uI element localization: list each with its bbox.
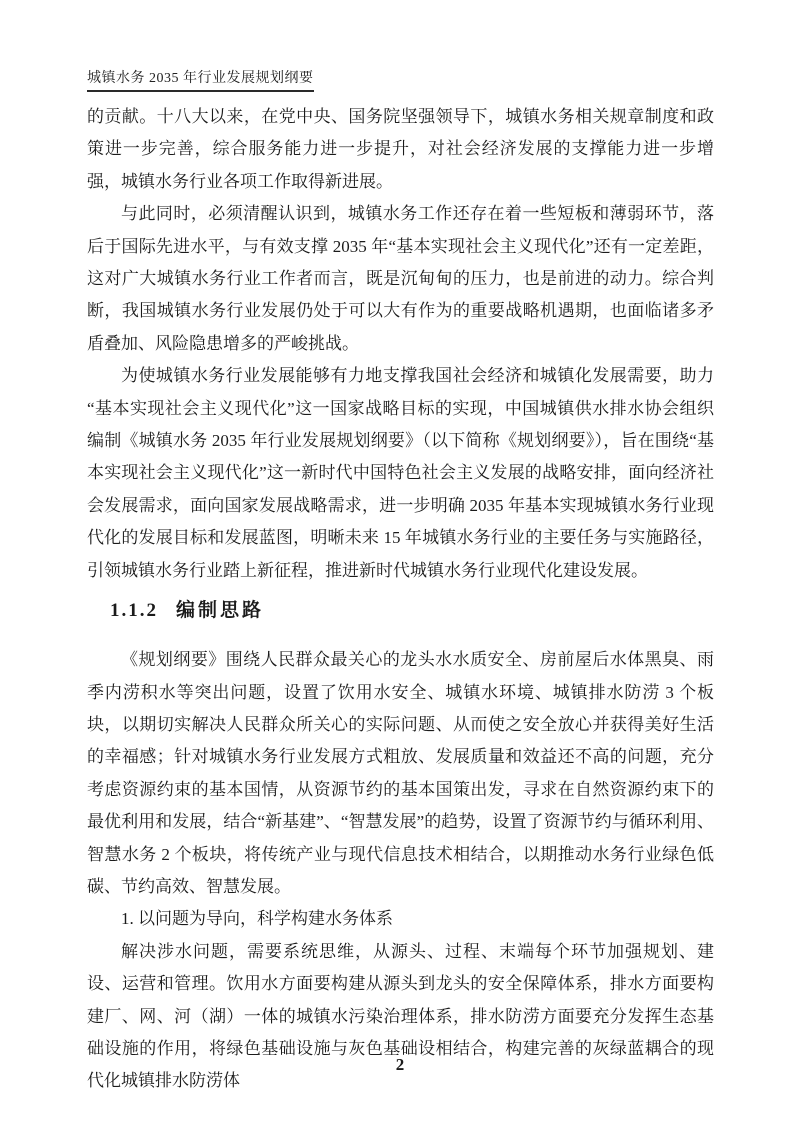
section-heading [87,596,714,626]
paragraph: 与此同时，必须清醒认识到，城镇水务工作还存在着一些短板和薄弱环节，落后于国际先进水平，与有效支撑 2035 年“基本实现社会主义现代化”还有一定差距，这对广大城镇水务行业工作者而言，既是沉甸甸的压力，也是前进的动力。综合判断，我国城镇水务行业发展仍处于可以大有作为的重要战略机遇期，也面临诸多矛盾叠加、风险隐患增多的严峻挑战。 [87,204,714,353]
running-header-title: 城镇水务 2035 年行业发展规划纲要 [87,70,314,92]
paragraph: 为使城镇水务行业发展能够有力地支撑我国社会经济和城镇化发展需要，助力“基本实现社会主义现代化”这一国家战略目标的实现，中国城镇供水排水协会组织编制《城镇水务 2035 年行业发展规划纲要》（以下简称《规划纲要》），旨在围绕“基本实现社会主义现代化”这一新时代中国特色社会主义发展的战略安排，面向经济社会发展需求，面向国家发展战略需求，进一步明确 2035 年基本实现城镇水务行业现代化的发展目标和发展蓝图，明晰未来 15 年城镇水务行业的主要任务与实施路径，引领城镇水务行业踏上新征程，推进新时代城镇水务行业现代化建设发展。 [87,366,714,580]
paragraph: 的贡献。十八大以来，在党中央、国务院坚强领导下，城镇水务相关规章制度和政策进一步完善，综合服务能力进一步提升，对社会经济发展的支撑能力进一步增强，城镇水务行业各项工作取得新进展。 [87,107,714,191]
page-number: 2 [395,1055,405,1074]
paragraph: 《规划纲要》围绕人民群众最关心的龙头水水质安全、房前屋后水体黑臭、雨季内涝积水等突出问题，设置了饮用水安全、城镇水环境、城镇排水防涝 3 个板块，以期切实解决人民群众所关心的实际问题、从而使之安全放心并获得美好生活的幸福感；针对城镇水务行业发展方式粗放、发展质量和效益还不高的问题，充分考虑资源约束的基本国情，从资源节约的基本国策出发，寻求在自然资源约束下的最优利用和发展，结合“新基建”、“智慧发展”的趋势，设置了资源节约与循环利用、智慧水务 2 个板块，将传统产业与现代信息技术相结合，以期推动水务行业绿色低碳、节约高效、智慧发展。 [87,650,714,896]
document-body [87,101,714,1098]
section-heading-number: 1.1.2 [110,600,158,622]
list-item: 1. 以问题为导向，科学构建水务体系 [121,909,393,929]
section-heading-title: 编制思路 [176,600,265,622]
paragraph: 解决涉水问题，需要系统思维，从源头、过程、末端每个环节加强规划、建设、运营和管理。饮用水方面要构建从源头到龙头的安全保障体系，排水方面要构建厂、网、河（湖）一体的城镇水污染治理体系，排水防涝方面要充分发挥生态基础设施的作用，将绿色基础设施与灰色基础设相结合，构建完善的灰绿蓝耦合的现代化城镇排水防涝体 [87,941,714,1091]
